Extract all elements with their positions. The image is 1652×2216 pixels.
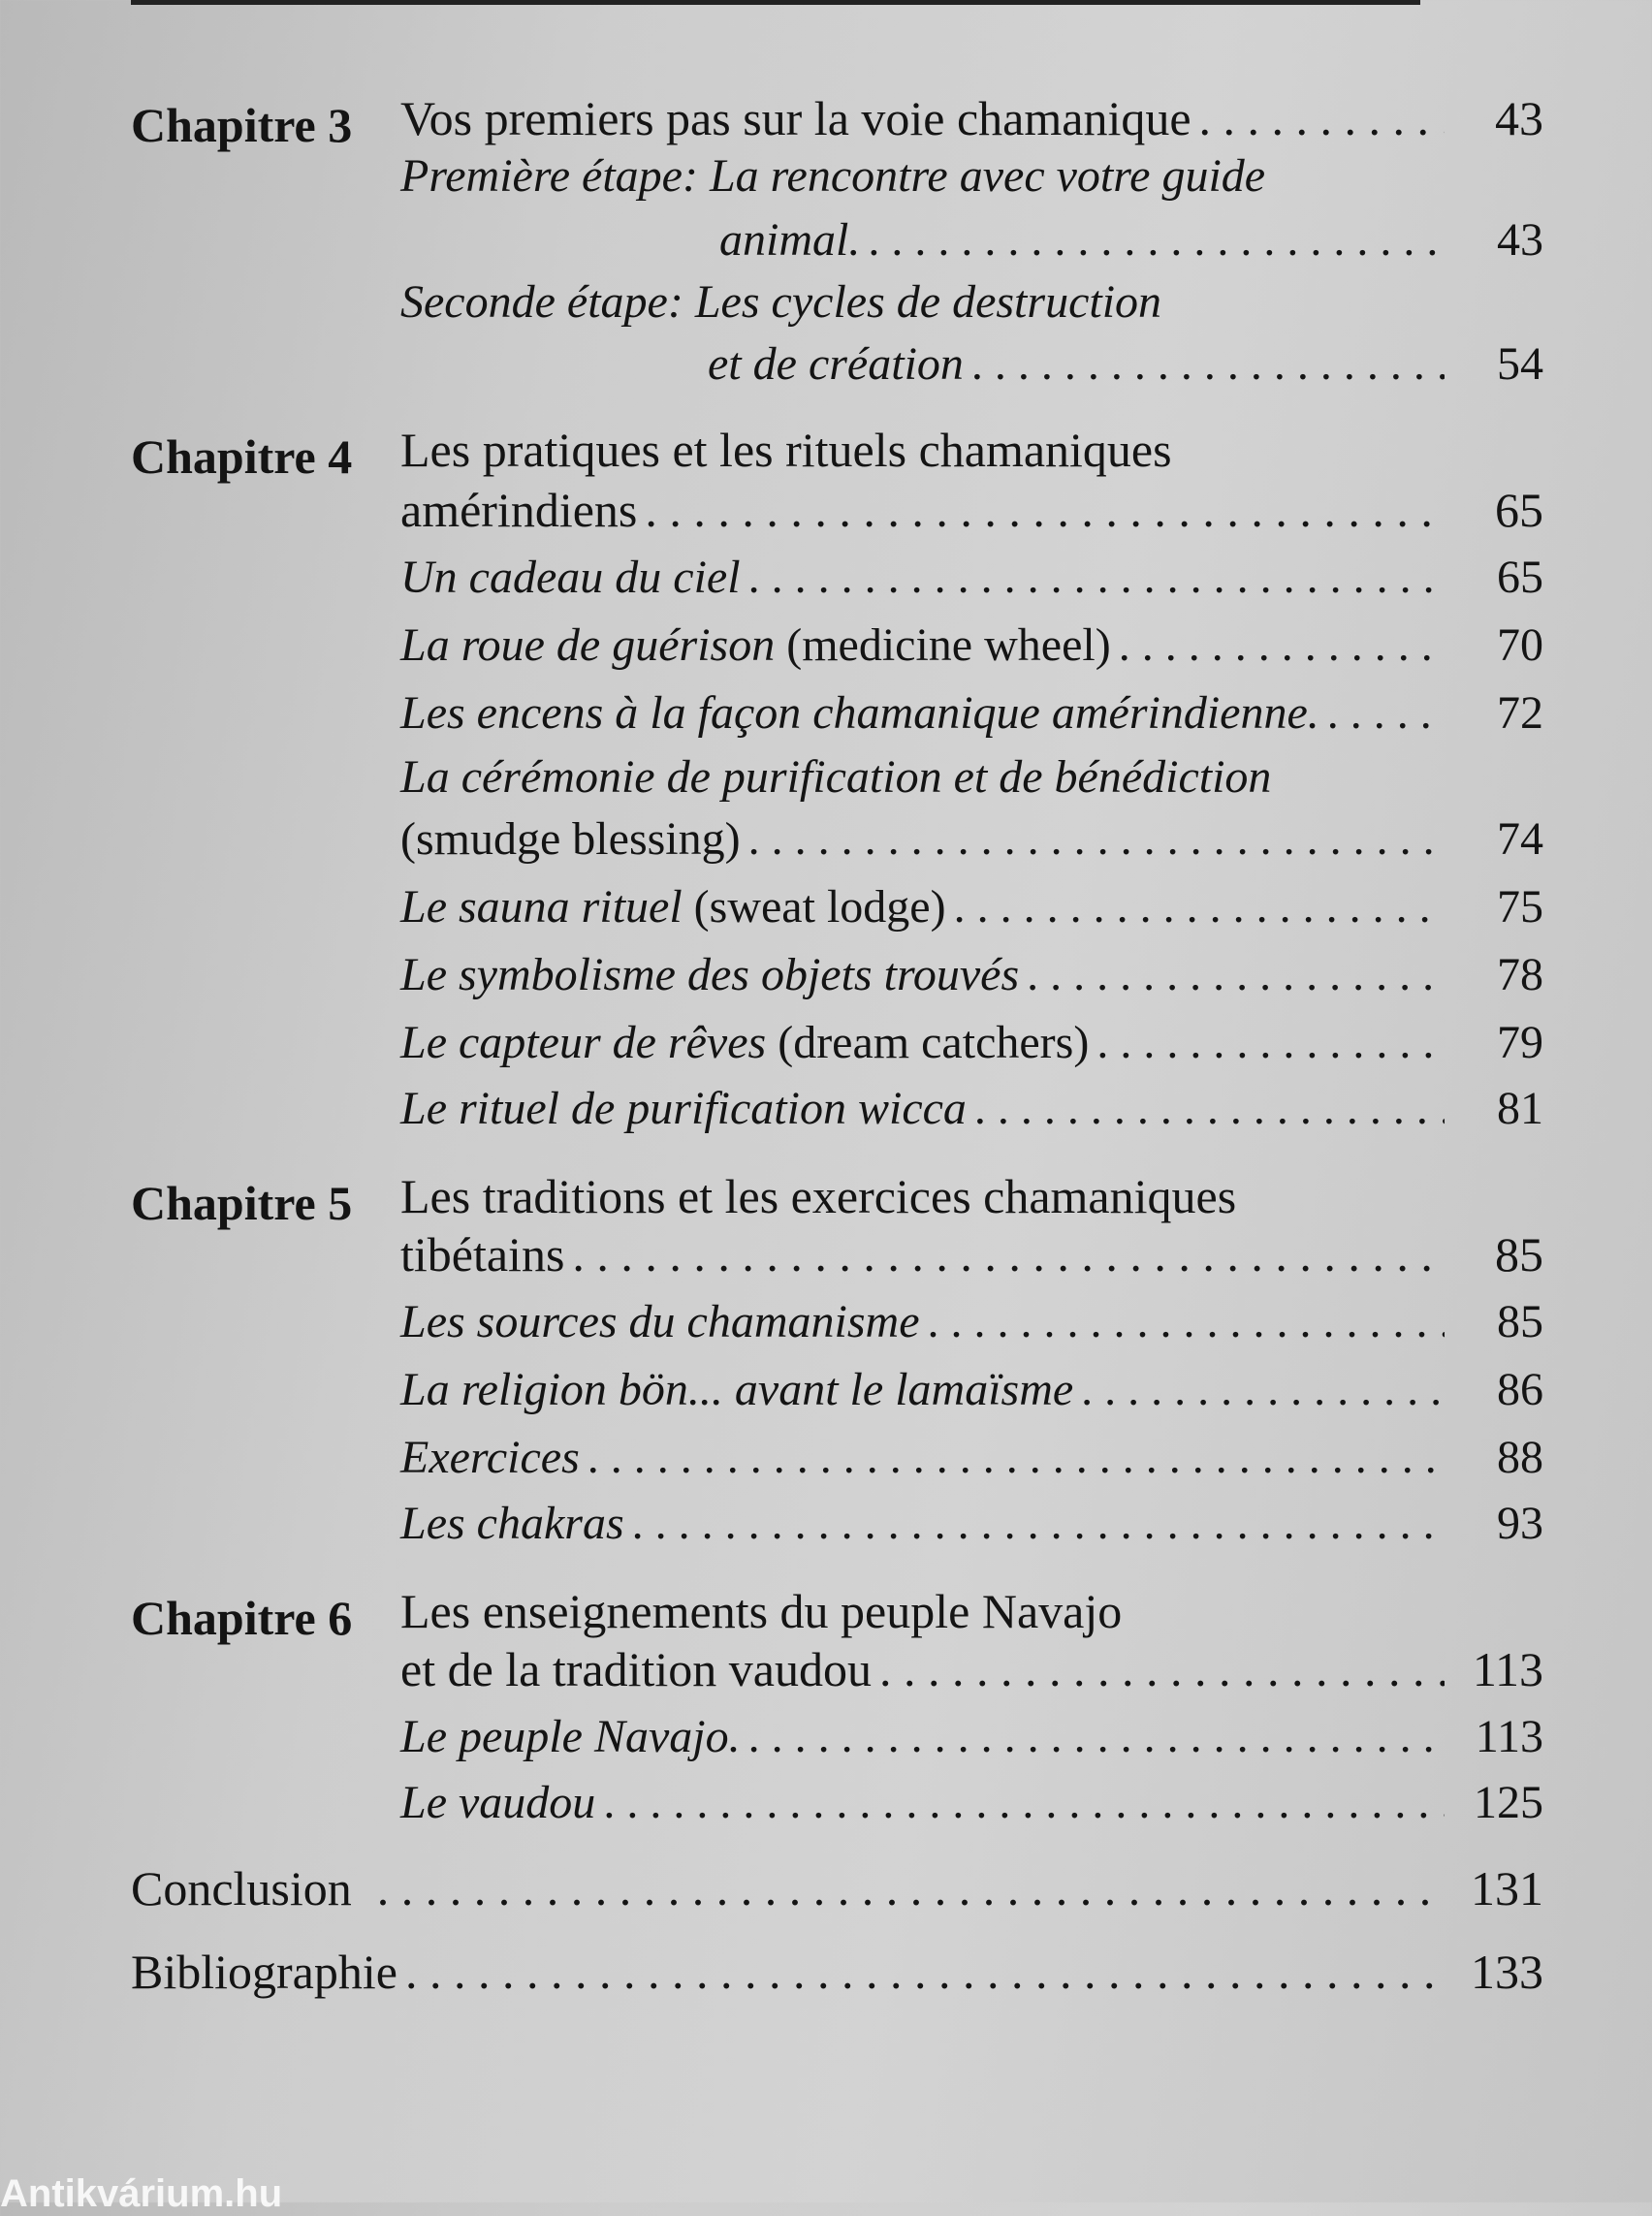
ch5-entry-4 <box>400 1495 1543 1553</box>
ch4-entry-8 <box>400 1080 1543 1138</box>
conclusion-page: 131 <box>1471 1861 1543 1915</box>
chapter-6-title-line1: Les enseignements du peuple Navajo <box>400 1584 1123 1638</box>
ch4-entry-1-page: 65 <box>1497 552 1543 603</box>
ch4-entry-4-line1: La cérémonie de purification et de bénédiction <box>400 751 1272 803</box>
ch4-entry-6 <box>400 946 1543 1004</box>
chapter-3-label: Chapitre 3 <box>131 98 353 152</box>
ch4-entry-7-title: Le capteur de rêves <box>400 1017 767 1068</box>
chapter-3-title: Vos premiers pas sur la voie chamanique <box>400 91 1191 145</box>
ch4-entry-2-page: 70 <box>1497 619 1543 671</box>
dot-leader <box>974 1080 1445 1138</box>
dot-leader <box>1199 89 1445 147</box>
dot-leader <box>748 810 1445 869</box>
chapter-5-label: Chapitre 5 <box>131 1176 353 1230</box>
chapter-4-page: 65 <box>1495 483 1543 537</box>
ch4-entry-4 <box>400 810 1543 869</box>
ch4-entry-7-extra: (dream catchers) <box>778 1017 1090 1068</box>
chapter-4-title-line2: amérindiens <box>400 483 638 537</box>
ch5-entry-3-title: Exercices <box>400 1432 580 1483</box>
ch3-entry-1-line1: Première étape: La rencontre avec votre guide <box>400 150 1266 202</box>
chapter-4-entry <box>400 481 1543 539</box>
ch5-entry-3-page: 88 <box>1497 1432 1543 1483</box>
ch4-entry-1-title: Un cadeau du ciel <box>400 552 741 603</box>
ch4-entry-4-line2: (smudge blessing) <box>400 813 741 865</box>
dot-leader <box>1096 1014 1445 1072</box>
ch5-entry-2 <box>400 1361 1543 1419</box>
ch4-entry-6-page: 78 <box>1497 949 1543 1000</box>
ch4-entry-3-title: Les encens à la façon chamanique amérindienne. <box>400 687 1319 739</box>
dot-leader <box>1027 946 1445 1004</box>
ch4-entry-2-title: La roue de guérison <box>400 619 776 671</box>
dot-leader <box>632 1495 1445 1553</box>
dot-leader <box>1081 1361 1445 1419</box>
dot-leader <box>954 878 1445 936</box>
ch4-entry-3-page: 72 <box>1497 687 1543 739</box>
ch4-entry-3 <box>400 684 1543 743</box>
ch5-entry-4-title: Les chakras <box>400 1498 624 1549</box>
ch5-entry-4-page: 93 <box>1497 1498 1543 1549</box>
dot-leader <box>748 549 1445 607</box>
dot-leader <box>377 1859 1445 1917</box>
bibliographie-title: Bibliographie <box>131 1945 397 1999</box>
ch4-entry-2-extra: (medicine wheel) <box>786 619 1111 671</box>
ch4-entry-5 <box>400 878 1543 936</box>
ch6-entry-2 <box>400 1774 1543 1832</box>
chapter-6-entry <box>400 1640 1543 1698</box>
conclusion-title: Conclusion <box>131 1861 352 1915</box>
ch4-entry-8-title: Le rituel de purification wicca <box>400 1083 967 1134</box>
ch6-entry-1 <box>400 1708 1543 1766</box>
ch3-entry-2 <box>708 335 1543 394</box>
dot-leader <box>971 335 1445 394</box>
ch6-entry-1-page: 113 <box>1475 1711 1543 1762</box>
ch4-entry-4-page: 74 <box>1497 813 1543 865</box>
bibliographie-page: 133 <box>1471 1945 1543 1999</box>
chapter-6-label: Chapitre 6 <box>131 1591 353 1645</box>
dot-leader <box>572 1225 1445 1283</box>
conclusion-entry <box>131 1859 1543 1917</box>
chapter-6-title-line2: et de la tradition vaudou <box>400 1642 872 1696</box>
ch4-entry-5-extra: (sweat lodge) <box>693 881 946 933</box>
ch5-entry-1-page: 85 <box>1497 1296 1543 1347</box>
chapter-4-title-line1: Les pratiques et les rituels chamaniques <box>400 423 1172 477</box>
dot-leader <box>1327 684 1445 743</box>
ch5-entry-2-title: La religion bön... avant le lamaïsme <box>400 1364 1074 1415</box>
ch4-entry-2 <box>400 617 1543 675</box>
ch4-entry-8-page: 81 <box>1497 1083 1543 1134</box>
ch3-entry-2-line2: et de création <box>708 338 964 390</box>
dot-leader <box>928 1293 1446 1351</box>
ch4-entry-7 <box>400 1014 1543 1072</box>
chapter-5-title-line2: tibétains <box>400 1227 565 1282</box>
ch3-entry-1-page: 43 <box>1497 214 1543 266</box>
ch4-entry-7-page: 79 <box>1497 1017 1543 1068</box>
ch3-entry-2-page: 54 <box>1497 338 1543 390</box>
dot-leader <box>879 1640 1445 1698</box>
dot-leader <box>645 481 1445 539</box>
bibliographie-entry <box>131 1943 1543 2001</box>
ch3-entry-1-line2: animal. <box>719 214 861 266</box>
chapter-5-page: 85 <box>1495 1227 1543 1282</box>
chapter-5-entry <box>400 1225 1543 1283</box>
ch3-entry-2-line1: Seconde étape: Les cycles de destruction <box>400 276 1162 328</box>
ch6-entry-2-page: 125 <box>1474 1777 1543 1828</box>
dot-leader <box>868 211 1445 269</box>
dot-leader <box>603 1774 1445 1832</box>
dot-leader <box>588 1429 1445 1487</box>
ch4-entry-5-title: Le sauna rituel <box>400 881 683 933</box>
chapter-3-page: 43 <box>1495 91 1543 145</box>
chapter-4-label: Chapitre 4 <box>131 429 353 484</box>
chapter-3-entry <box>400 89 1543 147</box>
dot-leader <box>405 1943 1445 2001</box>
ch4-entry-6-title: Le symbolisme des objets trouvés <box>400 949 1020 1000</box>
chapter-5-title-line1: Les traditions et les exercices chamaniques <box>400 1169 1237 1223</box>
watermark: Antikvárium.hu <box>0 2172 283 2215</box>
ch5-entry-3 <box>400 1429 1543 1487</box>
ch6-entry-2-title: Le vaudou <box>400 1777 596 1828</box>
ch4-entry-5-page: 75 <box>1497 881 1543 933</box>
ch5-entry-1 <box>400 1293 1543 1351</box>
chapter-6-page: 113 <box>1472 1642 1543 1696</box>
dot-leader <box>748 1708 1445 1766</box>
dot-leader <box>1119 617 1445 675</box>
ch3-entry-1 <box>719 211 1543 269</box>
ch6-entry-1-title: Le peuple Navajo. <box>400 1711 741 1762</box>
ch5-entry-1-title: Les sources du chamanisme <box>400 1296 920 1347</box>
ch4-entry-1 <box>400 549 1543 607</box>
ch5-entry-2-page: 86 <box>1497 1364 1543 1415</box>
